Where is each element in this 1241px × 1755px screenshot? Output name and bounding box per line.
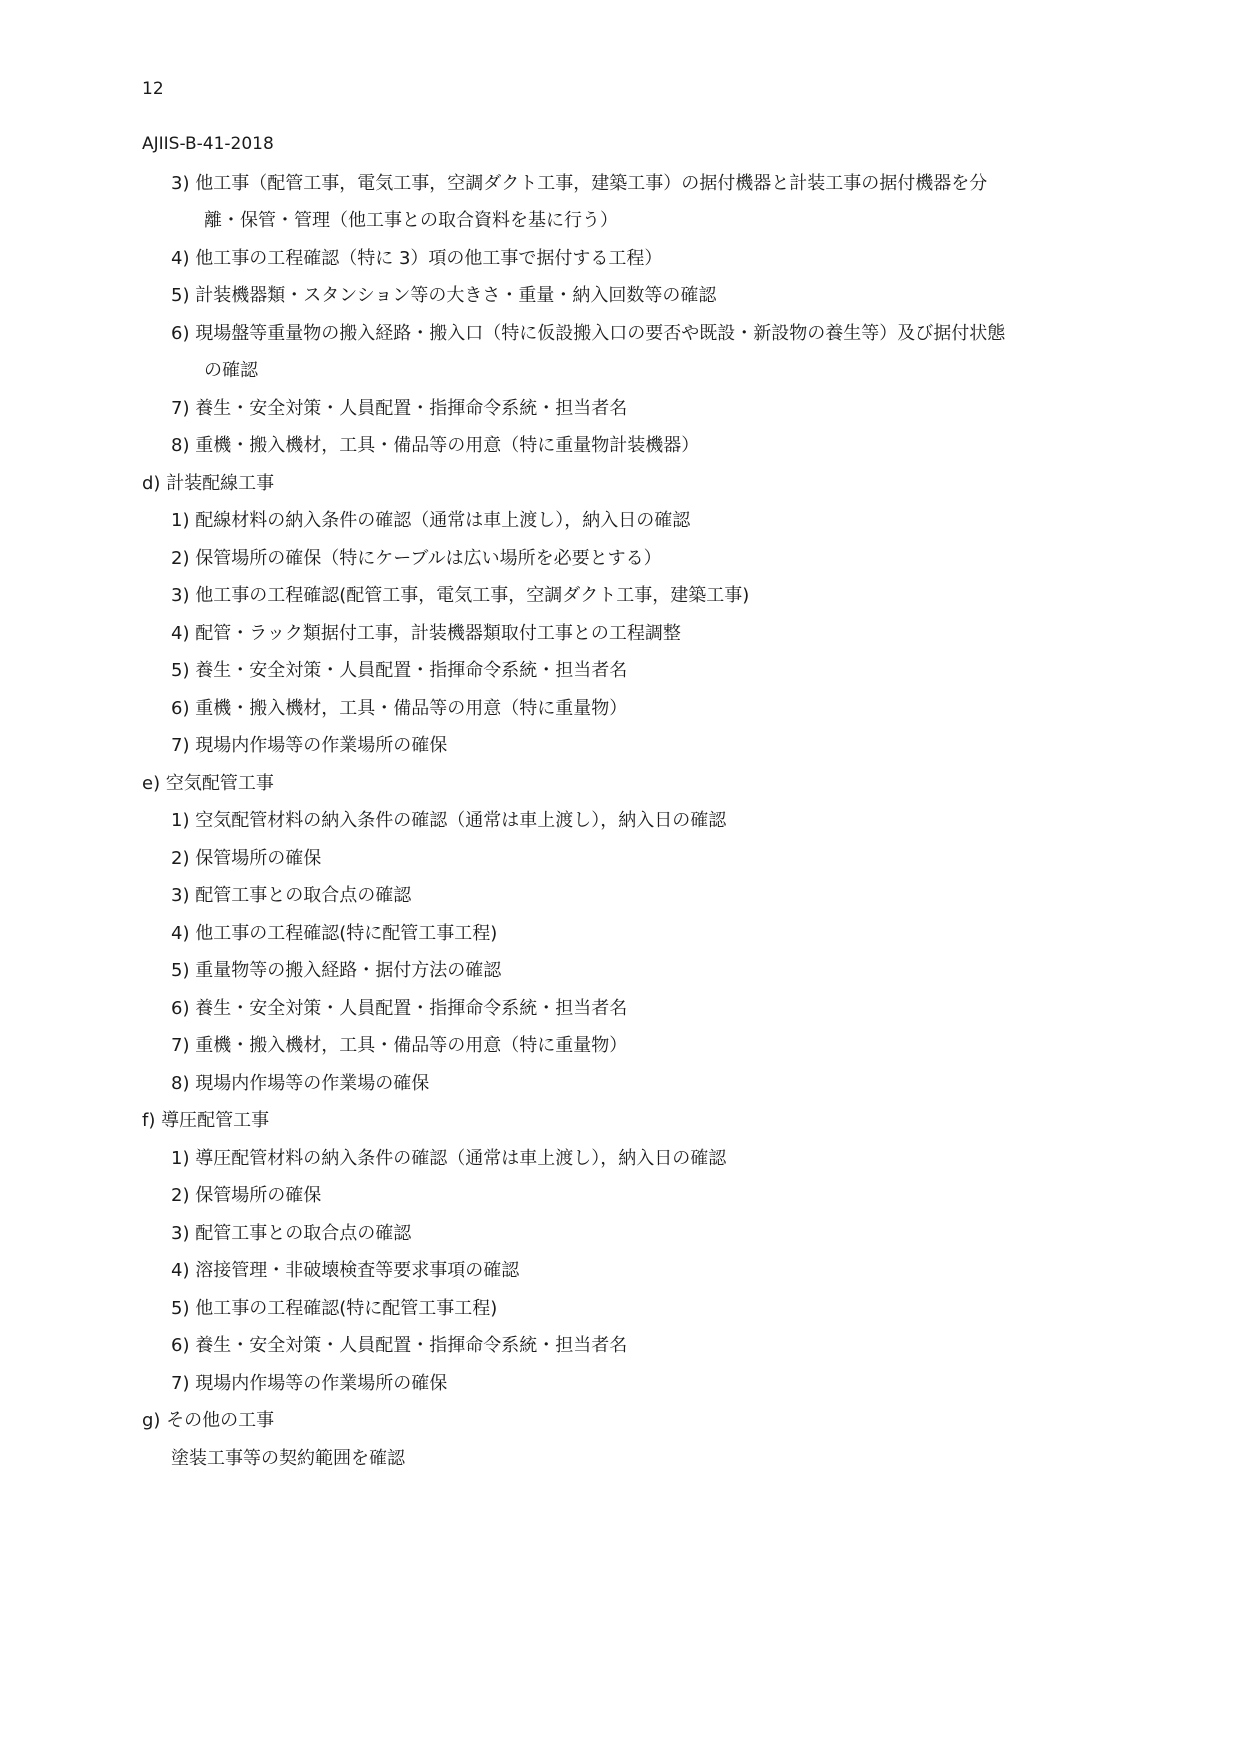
item-text: 導圧配管材料の納入条件の確認（通常は車上渡し），納入日の確認 (195, 1148, 727, 1169)
list-item (171, 809, 726, 833)
item-text: 配管工事との取合点の確認 (195, 1223, 412, 1244)
item-text: 養生・安全対策・人員配置・指揮命令系統・担当者名 (195, 660, 628, 681)
item-number: 1) (171, 510, 190, 531)
item-text: 現場内作場等の作業場の確保 (195, 1073, 430, 1094)
list-item (171, 1147, 726, 1171)
list-item (171, 1184, 321, 1208)
item-text: 離・保管・管理（他工事との取合資料を基に行う） (204, 210, 618, 231)
paragraph-text: 塗装工事等の契約範囲を確認 (171, 1448, 405, 1469)
section-title: 空気配管工事 (165, 773, 274, 794)
list-item (171, 509, 690, 533)
item-text: 重機・搬入機材，工具・備品等の用意（特に重量物） (195, 1035, 628, 1056)
item-text: 重量物等の搬入経路・据付方法の確認 (195, 960, 502, 981)
item-text: 現場内作場等の作業場所の確保 (195, 735, 448, 756)
item-number: 4) (171, 923, 190, 944)
item-number: 2) (171, 848, 190, 869)
item-number: 5) (171, 660, 190, 681)
item-text: 重機・搬入機材，工具・備品等の用意（特に重量物計装機器） (195, 435, 700, 456)
section-letter: d) (142, 473, 161, 494)
item-number: 8) (171, 435, 190, 456)
page-number: 12 (142, 79, 164, 99)
item-number: 4) (171, 248, 190, 269)
item-text: 現場内作場等の作業場所の確保 (195, 1373, 448, 1394)
section-title: その他の工事 (166, 1410, 275, 1431)
section-letter: e) (142, 773, 161, 794)
list-item (171, 659, 627, 683)
item-text: 他工事の工程確認(特に配管工事工程) (195, 1298, 498, 1319)
list-item (171, 1072, 429, 1096)
item-number: 3) (171, 585, 190, 606)
item-number: 7) (171, 1035, 190, 1056)
item-number: 7) (171, 1373, 190, 1394)
list-item (171, 734, 447, 758)
list-item (171, 284, 716, 308)
section-letter: f) (142, 1110, 156, 1131)
item-number: 7) (171, 735, 190, 756)
item-number: 6) (171, 698, 190, 719)
item-text: 配管・ラック類据付工事，計装機器類取付工事との工程調整 (195, 623, 681, 644)
section-heading (142, 1109, 269, 1133)
item-number: 3) (171, 885, 190, 906)
item-number: 3) (171, 173, 190, 194)
item-number: 5) (171, 960, 190, 981)
list-item (171, 547, 662, 571)
list-item (171, 434, 699, 458)
item-number: 5) (171, 285, 190, 306)
list-item (171, 172, 987, 196)
item-number: 2) (171, 1185, 190, 1206)
item-text: 溶接管理・非破壊検査等要求事項の確認 (195, 1260, 520, 1281)
section-title: 計装配線工事 (166, 473, 275, 494)
item-number: 2) (171, 548, 190, 569)
item-text: 保管場所の確保 (195, 848, 322, 869)
list-item (171, 1334, 627, 1358)
item-text: の確認 (204, 360, 258, 381)
item-text: 現場盤等重量物の搬入経路・搬入口（特に仮設搬入口の要否や既設・新設物の養生等）及び据付状態 (195, 323, 1006, 344)
list-item (171, 997, 627, 1021)
item-text: 他工事の工程確認(特に配管工事工程) (195, 923, 498, 944)
item-text: 他工事の工程確認(配管工事，電気工事，空調ダクト工事，建築工事) (195, 585, 750, 606)
list-item (171, 1222, 411, 1246)
item-number: 7) (171, 398, 190, 419)
section-letter: g) (142, 1410, 161, 1431)
list-item (171, 884, 411, 908)
item-number: 8) (171, 1073, 190, 1094)
list-item-continuation (204, 359, 258, 383)
item-number: 6) (171, 323, 190, 344)
list-item (171, 1259, 519, 1283)
item-text: 計装機器類・スタンション等の大きさ・重量・納入回数等の確認 (195, 285, 717, 306)
item-number: 6) (171, 998, 190, 1019)
section-heading (142, 472, 274, 496)
list-item-continuation (204, 209, 618, 233)
item-text: 養生・安全対策・人員配置・指揮命令系統・担当者名 (195, 998, 628, 1019)
item-number: 6) (171, 1335, 190, 1356)
list-item (171, 1297, 497, 1321)
item-text: 配管工事との取合点の確認 (195, 885, 412, 906)
item-text: 配線材料の納入条件の確認（通常は車上渡し），納入日の確認 (195, 510, 691, 531)
section-title: 導圧配管工事 (161, 1110, 270, 1131)
list-item (171, 247, 662, 271)
item-text: 養生・安全対策・人員配置・指揮命令系統・担当者名 (195, 1335, 628, 1356)
list-item (171, 922, 497, 946)
section-heading (142, 1409, 274, 1433)
item-number: 5) (171, 1298, 190, 1319)
list-item (171, 1372, 447, 1396)
section-heading (142, 772, 274, 796)
item-number: 4) (171, 1260, 190, 1281)
item-number: 3) (171, 1223, 190, 1244)
list-item (171, 622, 681, 646)
item-text: 養生・安全対策・人員配置・指揮命令系統・担当者名 (195, 398, 628, 419)
item-text: 他工事の工程確認（特に 3）項の他工事で据付する工程） (195, 248, 663, 269)
item-text: 保管場所の確保（特にケーブルは広い場所を必要とする） (195, 548, 662, 569)
list-item (171, 959, 501, 983)
list-item (171, 847, 321, 871)
list-item (171, 397, 627, 421)
item-number: 4) (171, 623, 190, 644)
item-number: 1) (171, 810, 190, 831)
list-item (171, 697, 627, 721)
body-paragraph (171, 1447, 405, 1471)
item-text: 保管場所の確保 (195, 1185, 322, 1206)
list-item (171, 322, 1005, 346)
item-text: 他工事（配管工事，電気工事，空調ダクト工事，建築工事）の据付機器と計装工事の据付機器を分 (195, 173, 988, 194)
document-code: AJIIS-B-41-2018 (142, 134, 274, 154)
list-item (171, 584, 749, 608)
item-text: 空気配管材料の納入条件の確認（通常は車上渡し），納入日の確認 (195, 810, 727, 831)
list-item (171, 1034, 627, 1058)
item-text: 重機・搬入機材，工具・備品等の用意（特に重量物） (195, 698, 628, 719)
item-number: 1) (171, 1148, 190, 1169)
